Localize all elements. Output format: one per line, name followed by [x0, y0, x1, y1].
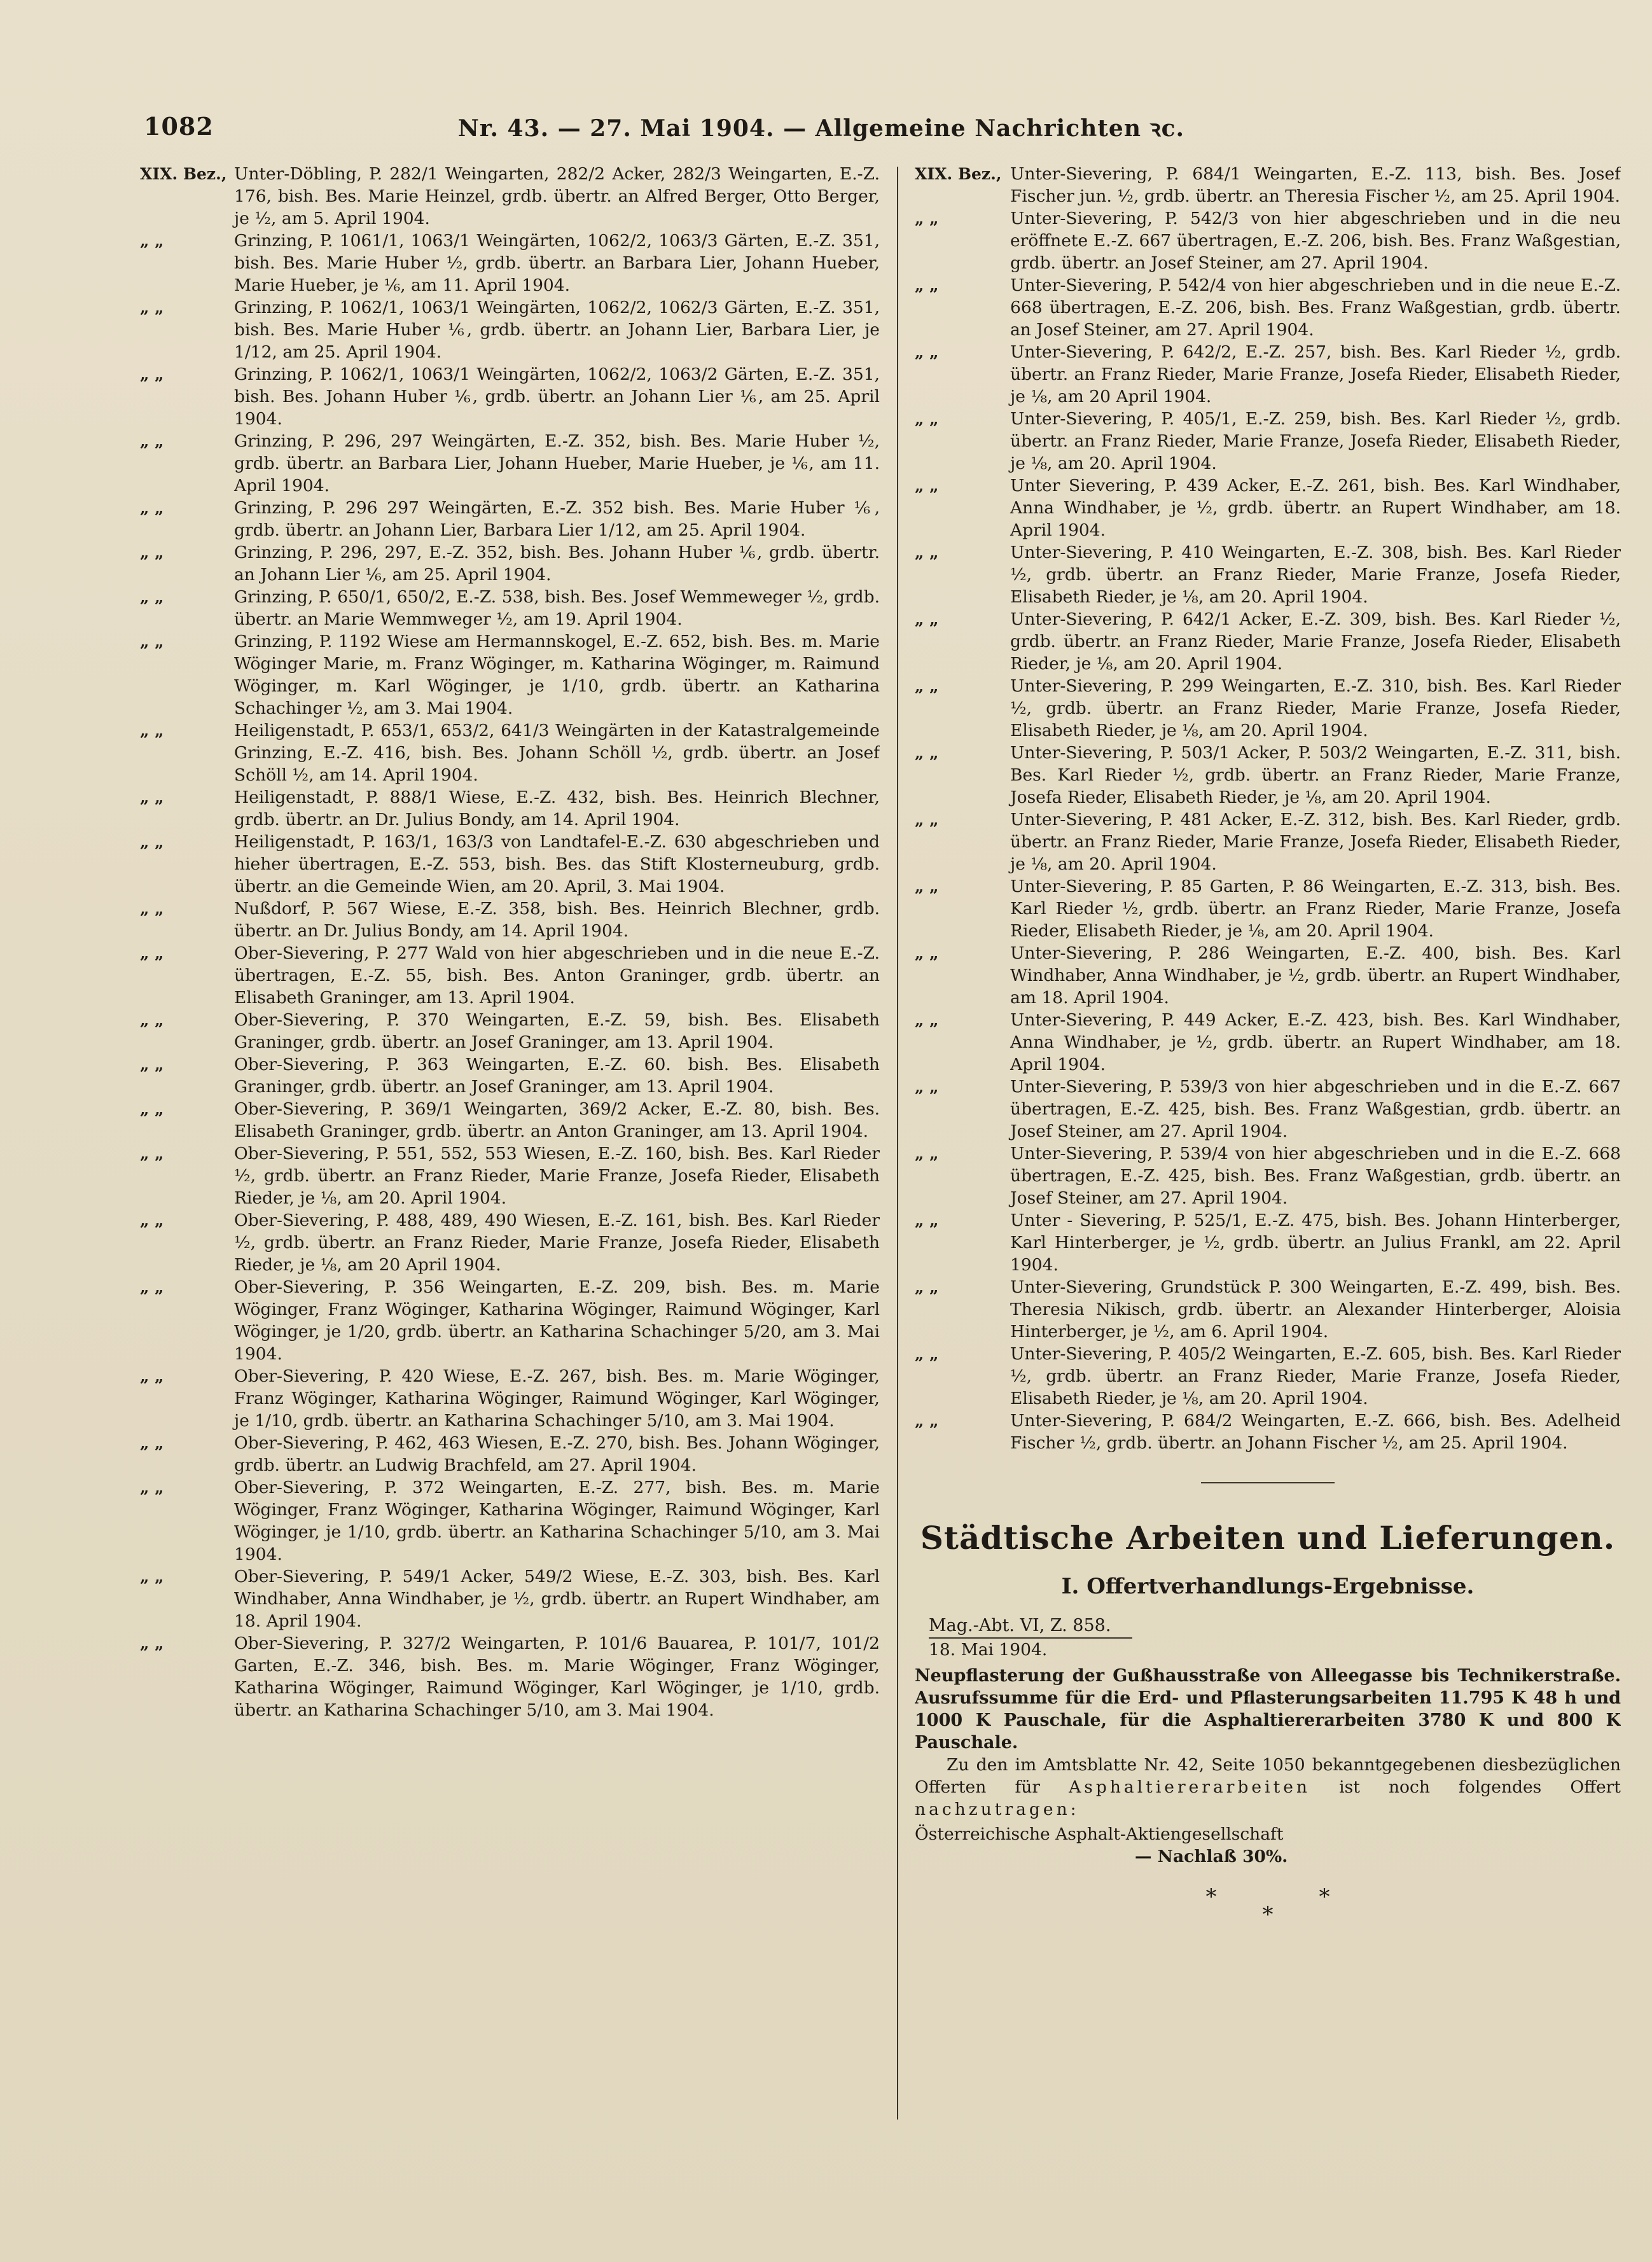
entry-district: „ „: [915, 1211, 939, 1230]
entry-text: Unter-Sievering, P. 85 Garten, P. 86 Weingarten, E.-Z. 313, bish. Bes. Karl Rieder ½, grdb. übertr. an Franz Rieder, Marie Franze, Josefa Rieder, Elisabeth Rieder, je ⅛, am 20. April 1904.: [1010, 877, 1621, 941]
department-reference: Mag.-Abt. VI, Z. 858.: [929, 1614, 1132, 1639]
issue-title: Nr. 43. — 27. Mai 1904. — Allgemeine Nachrichten ꝛc.: [457, 115, 1185, 142]
land-register-entry: [140, 831, 880, 898]
entry-district: „ „: [915, 410, 939, 428]
entry-text: Grinzing, P. 650/1, 650/2, E.-Z. 538, bish. Bes. Josef Wemmeweger ½, grdb. übertr. an Marie Wemmweger ½, am 19. April 1904.: [234, 587, 880, 629]
land-register-entry: [140, 430, 880, 497]
bidder-name: Österreichische Asphalt-Aktiengesellschaft: [915, 1824, 1284, 1844]
entry-text: Ober-Sievering, P. 327/2 Weingarten, P. 101/6 Bauarea, P. 101/7, 101/2 Garten, E.-Z. 346, bish. Bes. m. Marie Wöginger, Franz Wöginger, Katharina Wöginger, Raimund Wöginger, Karl Wöginger, je 1/10, grdb. übertr. an Katharina Schachinger 5/10, am 3. Mai 1904.: [234, 1634, 880, 1720]
entry-text: Ober-Sievering, P. 551, 552, 553 Wiesen, E.-Z. 160, bish. Bes. Karl Rieder ½, grdb. übertr. an Franz Rieder, Marie Franze, Josefa Rieder, Elisabeth Rieder, je ⅛, am 20. April 1904.: [234, 1144, 880, 1208]
entry-text: Unter-Sievering, P. 405/2 Weingarten, E.-Z. 605, bish. Bes. Karl Rieder ½, grdb. übertr. an Franz Rieder, Marie Franze, Josefa Rieder, Elisabeth Rieder, je ⅛, am 20. April 1904.: [1010, 1344, 1621, 1408]
entry-district: „ „: [915, 1345, 939, 1363]
asterisk-1: *: [1205, 1884, 1217, 1910]
land-register-entry: [140, 1142, 880, 1209]
entry-district: „ „: [915, 1412, 939, 1430]
subsection-title: I. Offertverhandlungs-Ergebnisse.: [1061, 1574, 1475, 1599]
entry-district: „ „: [915, 1078, 939, 1096]
land-register-entry: [140, 942, 880, 1009]
entry-text: Unter-Sievering, Grundstück P. 300 Weingarten, E.-Z. 499, bish. Bes. Theresia Nikisch, grdb. übertr. an Alexander Hinterberger, Aloisia Hinterberger, je ½, am 6. April 1904.: [1010, 1277, 1621, 1342]
entry-text: Unter Sievering, P. 439 Acker, E.-Z. 261, bish. Bes. Karl Windhaber, Anna Windhaber, je ½, grdb. übertr. an Rupert Windhaber, am 18. April 1904.: [1010, 476, 1621, 540]
entry-district: „ „: [915, 744, 939, 762]
entry-text: Unter-Döbling, P. 282/1 Weingarten, 282/2 Acker, 282/3 Weingarten, E.-Z. 176, bish. Bes. Marie Heinzel, grdb. übertr. an Alfred Berger, Otto Berger, je ½, am 5. April 1904.: [234, 164, 880, 228]
asterisk-3: *: [1319, 1884, 1330, 1910]
reference-line: [929, 1614, 1621, 1639]
entry-text: Grinzing, P. 1192 Wiese am Hermannskogel, E.-Z. 652, bish. Bes. m. Marie Wöginger Marie, m. Franz Wöginger, m. Katharina Wöginger, m. Raimund Wöginger, m. Karl Wöginger, je 1/10, grdb. übertr. an Katharina Schachinger ½, am 3. Mai 1904.: [234, 632, 880, 718]
right-column: [915, 163, 1621, 2148]
land-register-entry: [140, 1098, 880, 1142]
entry-district: „ „: [140, 1055, 164, 1074]
entry-district: „ „: [140, 944, 164, 962]
land-register-entry: [140, 497, 880, 541]
land-register-entry: [915, 1009, 1621, 1076]
land-register-entry: [140, 786, 880, 831]
entry-district: „ „: [915, 677, 939, 695]
entry-district: „ „: [140, 588, 164, 606]
entry-text: Ober-Sievering, P. 488, 489, 490 Wiesen, E.-Z. 161, bish. Bes. Karl Rieder ½, grdb. übertr. an Franz Rieder, Marie Franze, Josefa Rieder, Elisabeth Rieder, je ⅛, am 20 April 1904.: [234, 1211, 880, 1275]
land-register-entry: [915, 1343, 1621, 1410]
entry-text: Ober-Sievering, P. 420 Wiese, E.-Z. 267, bish. Bes. m. Marie Wöginger, Franz Wöginger, Katharina Wöginger, Raimund Wöginger, Karl Wöginger, je 1/10, grdb. übertr. an Katharina Schachinger 5/10, am 3. Mai 1904.: [234, 1366, 880, 1431]
land-register-entry: [915, 1410, 1621, 1454]
entry-text: Unter-Sievering, P. 481 Acker, E.-Z. 312, bish. Bes. Karl Rieder, grdb. übertr. an Franz Rieder, Marie Franze, Josefa Rieder, Elisabeth Rieder, je ⅛, am 20. April 1904.: [1010, 810, 1621, 874]
land-register-entry: [140, 1276, 880, 1365]
land-register-entry: [140, 719, 880, 786]
entry-text: Grinzing, P. 1062/1, 1063/1 Weingärten, 1062/2, 1062/3 Gärten, E.-Z. 351, bish. Bes. Marie Huber ⅙, grdb. übertr. an Johann Lier, Barbara Lier, je 1/12, am 25. April 1904.: [234, 298, 880, 362]
entry-district: „ „: [915, 1144, 939, 1163]
entry-district: „ „: [140, 1278, 164, 1296]
entry-text: Grinzing, P. 1061/1, 1063/1 Weingärten, 1062/2, 1063/3 Gärten, E.-Z. 351, bish. Bes. Marie Huber ½, grdb. übertr. an Barbara Lier, Johann Hueber, Marie Hueber, je ⅙, am 11. April 1904.: [234, 231, 880, 295]
paragraph-text-1: Zu den im Amtsblatte Nr. 42, Seite 1050 bekanntgegebenen diesbezüglichen Offerten für: [915, 1755, 1621, 1797]
entry-district: XIX. Bez.,: [140, 165, 227, 183]
entry-text: Unter-Sievering, P. 684/2 Weingarten, E.-Z. 666, bish. Bes. Adelheid Fischer ½, grdb. übertr. an Johann Fischer ½, am 25. April 1904.: [1010, 1411, 1621, 1453]
land-register-entry: [915, 408, 1621, 475]
entry-district: „ „: [140, 1144, 164, 1163]
column-divider: [897, 167, 898, 2120]
asterisk-2: *: [1262, 1902, 1274, 1927]
entry-district: „ „: [140, 721, 164, 740]
entry-text: Unter-Sievering, P. 299 Weingarten, E.-Z. 310, bish. Bes. Karl Rieder ½, grdb. übertr. an Franz Rieder, Marie Franze, Josefa Rieder, Elisabeth Rieder, je ⅛, am 20. April 1904.: [1010, 676, 1621, 740]
entry-text: Ober-Sievering, P. 277 Wald von hier abgeschrieben und in die neue E.-Z. übertragen, E.-Z. 55, bish. Bes. Anton Graninger, grdb. übertr. an Elisabeth Graninger, am 13. April 1904.: [234, 943, 880, 1008]
entry-text: Unter-Sievering, P. 642/2, E.-Z. 257, bish. Bes. Karl Rieder ½, grdb. übertr. an Franz Rieder, Marie Franze, Josefa Rieder, Elisabeth Rieder, je ⅛, am 20 April 1904.: [1010, 342, 1621, 406]
entry-text: Unter-Sievering, P. 542/4 von hier abgeschrieben und in die neue E.-Z. 668 übertragen, E.-Z. 206, bish. Bes. Franz Waßgestian, grdb. übertr. an Josef Steiner, am 27. April 1904.: [1010, 275, 1621, 340]
land-register-entry: [140, 363, 880, 430]
entry-district: „ „: [915, 209, 939, 228]
land-register-entry: [140, 1209, 880, 1276]
page-header: [144, 112, 1499, 150]
land-register-entry: [140, 1565, 880, 1632]
entry-district: „ „: [915, 276, 939, 295]
bid-discount: — Nachlaß 30%.: [1135, 1847, 1288, 1866]
entry-district: „ „: [140, 788, 164, 807]
land-register-entry: [140, 296, 880, 363]
entry-text: Unter-Sievering, P. 684/1 Weingarten, E.-Z. 113, bish. Bes. Josef Fischer jun. ½, grdb. übertr. an Theresia Fischer ½, am 25. April 1904.: [1010, 164, 1621, 206]
land-register-entry: [915, 875, 1621, 942]
entry-district: „ „: [140, 1634, 164, 1653]
entry-text: Ober-Sievering, P. 370 Weingarten, E.-Z. 59, bish. Bes. Elisabeth Graninger, grdb. übertr. an Josef Graninger, am 13. April 1904.: [234, 1010, 880, 1052]
land-register-entry: [140, 1632, 880, 1721]
entry-district: „ „: [140, 1567, 164, 1586]
land-register-entry: [140, 586, 880, 630]
entry-district: „ „: [915, 1011, 939, 1029]
entry-text: Grinzing, P. 296 297 Weingärten, E.-Z. 352 bish. Bes. Marie Huber ⅙, grdb. übertr. an Johann Lier, Barbara Lier 1/12, am 25. April 1904.: [234, 498, 880, 540]
land-register-entry: [915, 942, 1621, 1009]
entry-text: Unter-Sievering, P. 542/3 von hier abgeschrieben und in die neu eröffnete E.-Z. 667 übertragen, E.-Z. 206, bish. Bes. Franz Waßgestian, grdb. übertr. an Josef Steiner, am 27. April 1904.: [1010, 209, 1621, 273]
entry-text: Heiligenstadt, P. 653/1, 653/2, 641/3 Weingärten in der Katastralgemeinde Grinzing, E.-Z. 416, bish. Bes. Johann Schöll ½, grdb. übertr. an Josef Schöll ½, am 14. April 1904.: [234, 721, 880, 785]
entry-text: Ober-Sievering, P. 356 Weingarten, E.-Z. 209, bish. Bes. m. Marie Wöginger, Franz Wöginger, Katharina Wöginger, Raimund Wöginger, Karl Wöginger, je 1/20, grdb. übertr. an Katharina Schachinger 5/20, am 3. Mai 1904.: [234, 1277, 880, 1364]
land-register-entry: [915, 808, 1621, 875]
land-register-entry: [915, 541, 1621, 608]
land-register-entry: [140, 1009, 880, 1053]
page-number: 1082: [144, 112, 214, 141]
entry-text: Grinzing, P. 1062/1, 1063/1 Weingärten, 1062/2, 1063/2 Gärten, E.-Z. 351, bish. Bes. Johann Huber ⅙, grdb. übertr. an Johann Lier ⅙, am 25. April 1904.: [234, 364, 880, 429]
entry-text: Unter-Sievering, P. 539/4 von hier abgeschrieben und in die E.-Z. 668 übertragen, E.-Z. 425, bish. Bes. Franz Waßgestian, grdb. übertr. an Josef Steiner, am 27. April 1904.: [1010, 1144, 1621, 1208]
entry-text: Nußdorf, P. 567 Wiese, E.-Z. 358, bish. Bes. Heinrich Blechner, grdb. übertr. an Dr. Julius Bondy, am 14. April 1904.: [234, 899, 880, 941]
entry-district: „ „: [140, 1011, 164, 1029]
land-register-entry: [915, 608, 1621, 675]
entry-district: „ „: [140, 543, 164, 562]
entry-district: „ „: [140, 632, 164, 651]
notice-paragraph: [915, 1754, 1621, 1821]
land-register-entry: [915, 1276, 1621, 1343]
project-description: Neupflasterung der Gußhausstraße von Alleegasse bis Technikerstraße. Ausrufssumme für die Erd- und Pflasterungsarbeiten 11.795 K 48 h und 1000 K Pauschale, für die Asphaltiererarbeiten 3780 K und 800 K Pauschale.: [915, 1666, 1621, 1752]
entry-district: „ „: [140, 499, 164, 517]
land-register-entry: [915, 675, 1621, 742]
entry-district: „ „: [140, 1367, 164, 1385]
entry-district: „ „: [140, 899, 164, 918]
entry-text: Unter-Sievering, P. 410 Weingarten, E.-Z. 308, bish. Bes. Karl Rieder ½, grdb. übertr. an Franz Rieder, Marie Franze, Josefa Rieder, Elisabeth Rieder, je ⅛, am 20. April 1904.: [1010, 543, 1621, 607]
entry-district: „ „: [140, 1211, 164, 1230]
land-register-entry: [140, 1365, 880, 1432]
entry-text: Unter-Sievering, P. 503/1 Acker, P. 503/2 Weingarten, E.-Z. 311, bish. Bes. Karl Rieder ½, grdb. übertr. an Franz Rieder, Marie Franze, Josefa Rieder, Elisabeth Rieder, je ⅛, am 20. April 1904.: [1010, 743, 1621, 807]
section-divider: [1201, 1482, 1335, 1483]
land-register-entry: [140, 230, 880, 296]
asterism: [915, 1884, 1621, 1927]
entry-text: Ober-Sievering, P. 369/1 Weingarten, 369/2 Acker, E.-Z. 80, bish. Bes. Elisabeth Graninger, grdb. übertr. an Anton Graninger, am 13. April 1904.: [234, 1099, 880, 1141]
entry-district: „ „: [915, 1278, 939, 1296]
entry-district: „ „: [140, 1478, 164, 1497]
entry-text: Heiligenstadt, P. 163/1, 163/3 von Landtafel-E.-Z. 630 abgeschrieben und hieher übertragen, E.-Z. 553, bish. Bes. das Stift Klosterneuburg, grdb. übertr. an die Gemeinde Wien, am 20. April, 3. Mai 1904.: [234, 832, 880, 896]
section-title: Städtische Arbeiten und Lieferungen.: [920, 1519, 1616, 1557]
land-register-entry: [140, 1053, 880, 1098]
entry-district: „ „: [915, 944, 939, 962]
entry-district: „ „: [915, 610, 939, 628]
entry-text: Ober-Sievering, P. 549/1 Acker, 549/2 Wiese, E.-Z. 303, bish. Bes. Karl Windhaber, Anna Windhaber, je ½, grdb. übertr. an Rupert Windhaber, am 18. April 1904.: [234, 1567, 880, 1631]
notice-date: 18. Mai 1904.: [929, 1640, 1048, 1660]
entry-text: Unter-Sievering, P. 642/1 Acker, E.-Z. 309, bish. Bes. Karl Rieder ½, grdb. übertr. an Franz Rieder, Marie Franze, Josefa Rieder, Elisabeth Rieder, je ⅛, am 20. April 1904.: [1010, 609, 1621, 674]
entry-text: Ober-Sievering, P. 462, 463 Wiesen, E.-Z. 270, bish. Bes. Johann Wöginger, grdb. übertr. an Ludwig Brachfeld, am 27. April 1904.: [234, 1433, 880, 1475]
land-register-entry: [140, 163, 880, 230]
entry-text: Unter-Sievering, P. 539/3 von hier abgeschrieben und in die E.-Z. 667 übertragen, E.-Z. 425, bish. Bes. Franz Waßgestian, grdb. übertr. an Josef Steiner, am 27. April 1904.: [1010, 1077, 1621, 1141]
entry-district: „ „: [915, 476, 939, 495]
entry-district: „ „: [140, 1100, 164, 1118]
land-register-entry: [915, 475, 1621, 541]
paragraph-emphasis-2: nachzutragen:: [915, 1800, 1079, 1819]
entry-text: Grinzing, P. 296, 297 Weingärten, E.-Z. 352, bish. Bes. Marie Huber ½, grdb. übertr. an Barbara Lier, Johann Hueber, Marie Hueber, je ⅙, am 11. April 1904.: [234, 431, 880, 496]
land-register-entry: [915, 1142, 1621, 1209]
land-register-entry: [140, 630, 880, 719]
entry-district: „ „: [140, 298, 164, 317]
right-column-entries: [915, 163, 1621, 1454]
entry-text: Unter-Sievering, P. 405/1, E.-Z. 259, bish. Bes. Karl Rieder ½, grdb. übertr. an Franz Rieder, Marie Franze, Josefa Rieder, Elisabeth Rieder, je ⅛, am 20. April 1904.: [1010, 409, 1621, 473]
entry-text: Grinzing, P. 296, 297, E.-Z. 352, bish. Bes. Johann Huber ⅙, grdb. übertr. an Johann Lier ⅙, am 25. April 1904.: [234, 543, 880, 585]
entry-district: „ „: [140, 1434, 164, 1452]
entry-district: „ „: [140, 432, 164, 450]
entry-text: Ober-Sievering, P. 372 Weingarten, E.-Z. 277, bish. Bes. m. Marie Wöginger, Franz Wöginger, Katharina Wöginger, Raimund Wöginger, Karl Wöginger, je 1/10, grdb. übertr. an Katharina Schachinger 5/10, am 3. Mai 1904.: [234, 1478, 880, 1564]
entry-text: Unter - Sievering, P. 525/1, E.-Z. 475, bish. Bes. Johann Hinterberger, Karl Hinterberger, je ½, grdb. übertr. an Julius Frankl, am 22. April 1904.: [1010, 1211, 1621, 1275]
entry-text: Ober-Sievering, P. 363 Weingarten, E.-Z. 60. bish. Bes. Elisabeth Graninger, grdb. übertr. an Josef Graninger, am 13. April 1904.: [234, 1055, 880, 1097]
entry-text: Unter-Sievering, P. 449 Acker, E.-Z. 423, bish. Bes. Karl Windhaber, Anna Windhaber, je ½, grdb. übertr. an Rupert Windhaber, am 18. April 1904.: [1010, 1010, 1621, 1074]
entry-district: „ „: [915, 877, 939, 896]
entry-district: „ „: [915, 343, 939, 361]
entry-text: Unter-Sievering, P. 286 Weingarten, E.-Z. 400, bish. Bes. Karl Windhaber, Anna Windhaber, je ½, grdb. übertr. an Rupert Windhaber, am 18. April 1904.: [1010, 943, 1621, 1008]
entry-district: „ „: [140, 365, 164, 384]
land-register-entry: [915, 207, 1621, 274]
land-register-entry: [915, 274, 1621, 341]
entry-district: „ „: [140, 833, 164, 851]
entry-district: XIX. Bez.,: [915, 165, 1002, 183]
land-register-entry: [915, 742, 1621, 808]
land-register-entry: [915, 163, 1621, 207]
left-column: [140, 163, 880, 2148]
land-register-entry: [140, 898, 880, 942]
entry-district: „ „: [140, 232, 164, 250]
entry-text: Heiligenstadt, P. 888/1 Wiese, E.-Z. 432, bish. Bes. Heinrich Blechner, grdb. übertr. an Dr. Julius Bondy, am 14. April 1904.: [234, 788, 880, 829]
land-register-entry: [915, 341, 1621, 408]
land-register-entry: [140, 1432, 880, 1476]
land-register-entry: [140, 541, 880, 586]
paragraph-text-2: ist noch folgendes Offert: [1339, 1777, 1621, 1797]
entry-district: „ „: [915, 810, 939, 829]
land-register-entry: [140, 1476, 880, 1565]
land-register-entry: [915, 1076, 1621, 1142]
land-register-entry: [915, 1209, 1621, 1276]
paragraph-emphasis-1: Asphaltiererarbeiten: [1069, 1777, 1310, 1797]
entry-district: „ „: [915, 543, 939, 562]
